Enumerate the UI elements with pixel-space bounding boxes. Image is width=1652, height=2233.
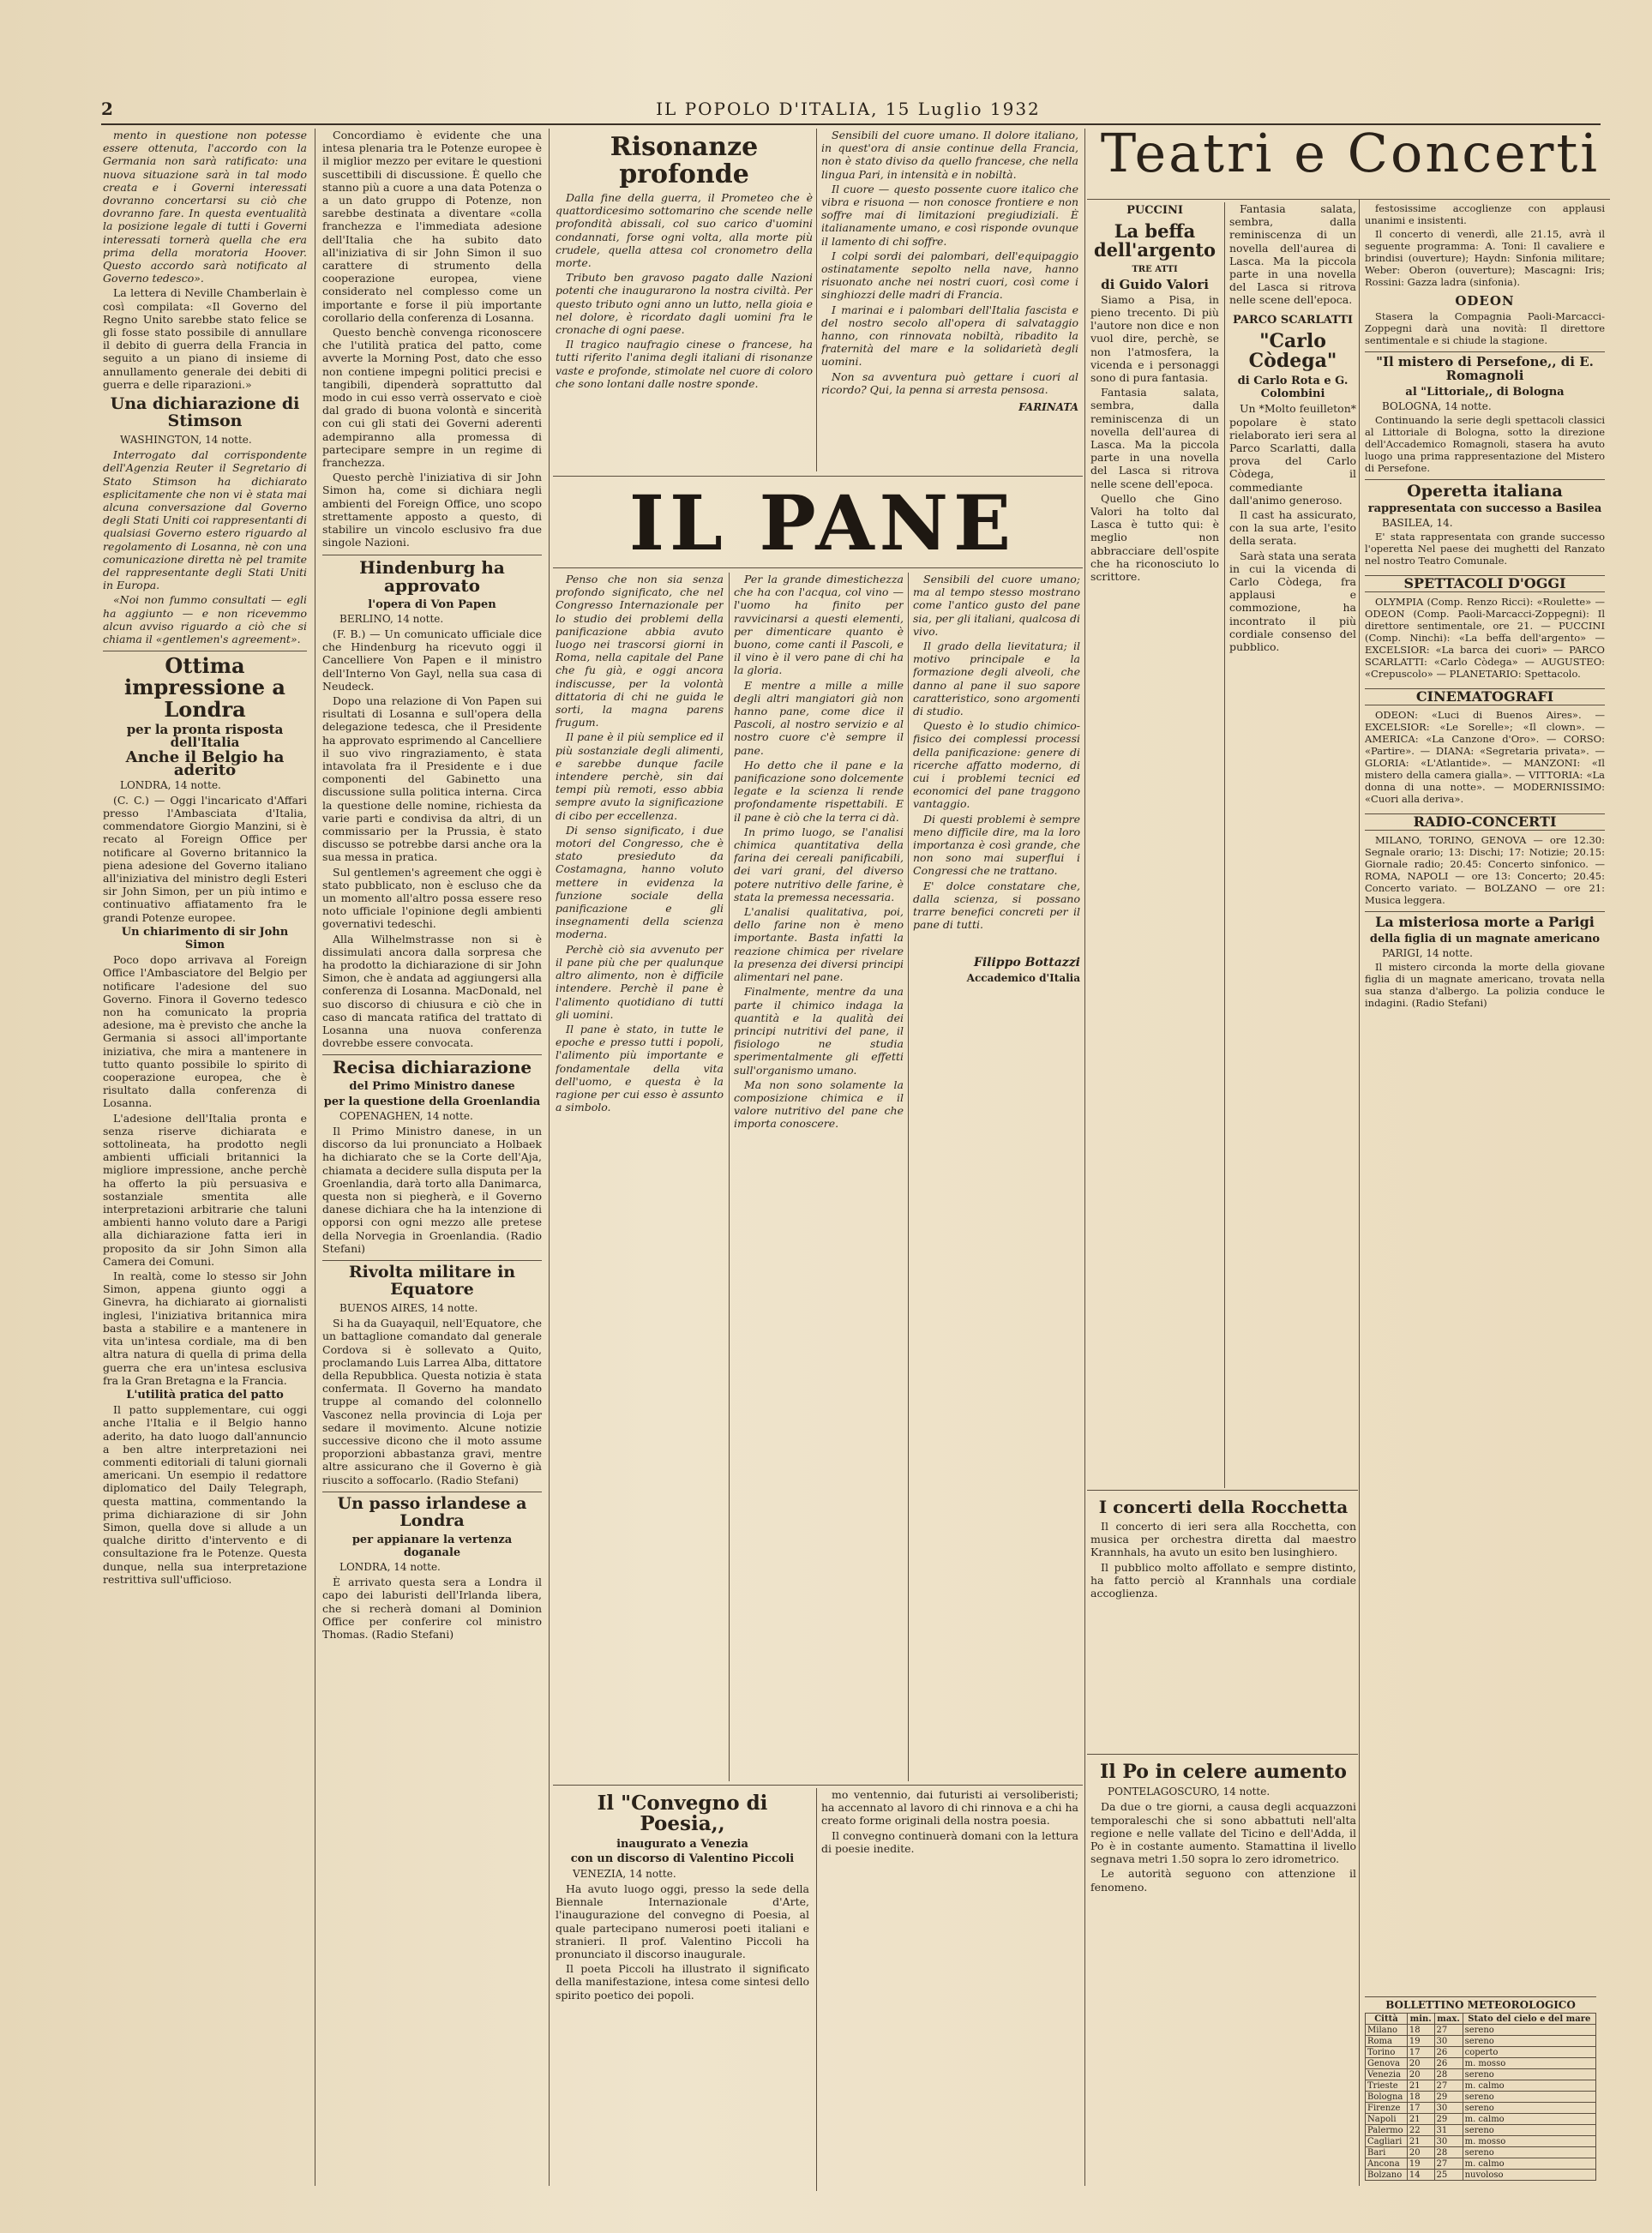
headline-londra: Ottima impressione a Londra xyxy=(103,651,307,720)
author-name: FARINATA xyxy=(1018,401,1078,414)
dateline: BOLOGNA, 14 notte. xyxy=(1382,399,1492,412)
separator xyxy=(1087,1754,1358,1755)
article-paragraph: Il tragico naufragio cinese o francese, ha tutti riferito l'anima degli italiani di risonanze vaste e profonde, stimolate nel cuore di coloro che sono lontani dalle nostre sponde. xyxy=(556,338,813,390)
column-rule xyxy=(1359,199,1360,2186)
dateline: LONDRA, 14 notte. xyxy=(120,778,221,791)
article-paragraph: Fantasia salata, sembra, dalla reminiscenza di un novella dell'aurea di Lasca. Ma la piccola parte in una novella del Lasca si ritrova nelle scene dell'epoca. xyxy=(1229,202,1356,307)
subheadline: della figlia di un magnate americano xyxy=(1369,933,1601,946)
weather-cell: sereno xyxy=(1463,2025,1595,2036)
headline-risonanze: Risonanze profonde xyxy=(610,132,759,189)
article-paragraph: Di questi problemi è sempre meno difficile dire, ma la loro importanza è così grande, che non sono mai superflui i Congressi che ne trattano. xyxy=(913,812,1080,878)
column-rule xyxy=(729,573,730,1781)
weather-cell: m. calmo xyxy=(1463,2080,1595,2092)
weather-cell: sereno xyxy=(1463,2092,1595,2103)
weather-cell: 18 xyxy=(1407,2025,1434,2036)
pane-column-1 xyxy=(556,573,724,1781)
weather-cell: sereno xyxy=(1463,2036,1595,2047)
weather-cell: 30 xyxy=(1434,2136,1463,2147)
weather-cell: 21 xyxy=(1407,2080,1434,2092)
article-paragraph: Alla Wilhelmstrasse non si è dissimulati ancora dalla sorpresa che ha prodotto la dichiarazione di sir John Simon, che è andata ad aggiungersi alla conferenza di Losanna. MacDonald, nel suo discorso di chiusura e ciò che in caso di mancata ratifica del trattato di Losanna una nuova conferenza dovrebbe essere convocata. xyxy=(322,932,542,1050)
weather-cell: Venezia xyxy=(1366,2069,1408,2080)
weather-cell: m. mosso xyxy=(1463,2058,1595,2069)
weather-cell: Napoli xyxy=(1366,2114,1408,2125)
column-rule xyxy=(549,129,550,2186)
rocchetta-article xyxy=(1090,1493,1356,1750)
headline-codega: "Carlo Còdega" xyxy=(1248,329,1337,372)
weather-cell: 29 xyxy=(1434,2114,1463,2125)
separator xyxy=(553,1785,1083,1786)
article-paragraph: Poco dopo arrivava al Foreign Office l'Ambasciatore del Belgio per notificare l'adesione del suo Governo. Finora il Governo tedesco non ha comunicato la propria adesione, ma è previsto che anche la Germania si associ all'importante iniziativa, che mira a mantenere in tutto quanto possibile lo spirito di cooperazione europea, che è risultato dalla conferenza di Losanna. xyxy=(103,953,307,1110)
weather-cell: 17 xyxy=(1407,2103,1434,2114)
article-paragraph: Continuando la serie degli spettacoli classici al Littoriale di Bologna, sotto la direzione dell'Accademico Romagnoli, stasera ha avuto luogo una prima rappresentazione del Mistero di Persefone. xyxy=(1365,413,1605,474)
weather-cell: Firenze xyxy=(1366,2103,1408,2114)
article-paragraph: Questo benchè convenga riconoscere che l'utilità pratica del patto, come avverte la Morning Post, dato che esso non contiene impegni politici precisi e tangibili, dipenderà soprattutto dal modo in cui esso verrà osservato e cioè dal grado di buona volontà e sincerità con cui gli stati dei Governi aderenti adempiranno alla promessa di partecipare sempre in un regime di franchezza. xyxy=(322,326,542,470)
article-paragraph: Tributo ben gravoso pagato dalle Nazioni potenti che inaugurarono la nostra civiltà. Per questo tributo ogni anno un lutto, nella gioia e nel dolore, è ricordato dagli uomini fra le cronache di ogni paese. xyxy=(556,271,813,337)
separator xyxy=(1087,1490,1358,1491)
weather-cell: Palermo xyxy=(1366,2125,1408,2136)
subheadline: per la pronta risposta dell'Italia xyxy=(126,721,284,750)
subheadline: Un chiarimento di sir John Simon xyxy=(121,925,289,951)
weather-cell: 20 xyxy=(1407,2058,1434,2069)
section-radio: RADIO-CONCERTI xyxy=(1365,813,1605,831)
article-paragraph: Stasera la Compagnia Paoli-Marcacci-Zoppegni darà una novità: Il direttore sentimentale e si chiude la stagione. xyxy=(1365,310,1605,346)
weather-cell: Bari xyxy=(1366,2147,1408,2158)
weather-cell: 20 xyxy=(1407,2069,1434,2080)
article-paragraph: Penso che non sia senza profondo significato, che nel Congresso Internazionale per lo studio dei problemi della panificazione abbia avuto luogo nei trascorsi giorni in Roma, nella capitale del Pane che fu già, e oggi ancora indiscusse, per la volontà dittatoria di chi ne guida le sorti, la magna parens frugum. xyxy=(556,573,724,729)
headline-poesia: Il "Convegno di Poesia,, xyxy=(597,1792,768,1836)
weather-row xyxy=(1366,2047,1596,2058)
dateline: WASHINGTON, 14 notte. xyxy=(120,433,252,446)
section-spettacoli: SPETTACOLI D'OGGI xyxy=(1365,575,1605,592)
weather-row xyxy=(1366,2036,1596,2047)
dateline: PARIGI, 14 notte. xyxy=(1382,947,1473,960)
article-paragraph: Il pane è stato, in tutte le epoche e presso tutti i popoli, l'alimento più importante e fondamentale della vita dell'uomo, e questa è la ragione per cui esso è assunto a simbolo. xyxy=(556,1022,724,1114)
separator xyxy=(1087,199,1610,200)
article-paragraph: L'analisi qualitativa, poi, dello farine non è meno importante. Basta infatti la reazione chimica per rivelare la presenza dei diversi principi alimentari nel pane. xyxy=(734,905,904,984)
article-paragraph: Di senso significato, i due motori del Congresso, che è stato presieduto da Costamagna, hanno voluto mettere in evidenza la funzione sociale della panificazione e gli insegnamenti della scienza moderna. xyxy=(556,823,724,941)
weather-cell: 20 xyxy=(1407,2147,1434,2158)
subheadline: con un discorso di Valentino Piccoli xyxy=(570,1852,795,1866)
article-paragraph: Quello che Gino Valori ha tolto dal Lasca è tutto qui: è meglio non abbracciare dell'ospite che ha riconosciuto lo scrittore. xyxy=(1090,491,1219,583)
article-paragraph: Il pane è il più semplice ed il più sostanziale degli alimenti, e sarebbe dunque facile intendere perchè, sin dai tempi più remoti, esso abbia sempre avuto la significazione di cibo per eccellenza. xyxy=(556,730,724,822)
subheadline: per la questione della Groenlandia xyxy=(323,1095,541,1108)
weather-cell: 31 xyxy=(1434,2125,1463,2136)
pane-column-3 xyxy=(913,573,1080,1781)
weather-cell: Bologna xyxy=(1366,2092,1408,2103)
article-paragraph: (F. B.) — Un comunicato ufficiale dice che Hindenburg ha ricevuto oggi il Cancelliere Von Papen e il ministro dell'Interno Von Gayl, nella sua casa di Neudeck. xyxy=(322,627,542,693)
page-number: 2 xyxy=(101,99,113,119)
weather-cell: 22 xyxy=(1407,2125,1434,2136)
poesia-article-cont xyxy=(821,1788,1078,2191)
article-paragraph: Il Primo Ministro danese, in un discorso da lui pronunciato a Holbaek ha dichiarato che se la Corte dell'Aja, chiamata a decidere sulla disputa per la Groenlandia, darà torto alla Danimarca, questa non si piegherà, e il Governo danese dichiara che ha la intenzione di opporsi con ogni mezzo alle pretese della Norvegia in Groenlandia. (Radio Stefani) xyxy=(322,1125,542,1255)
weather-cell: 28 xyxy=(1434,2069,1463,2080)
weather-cell: 30 xyxy=(1434,2103,1463,2114)
weather-row xyxy=(1366,2058,1596,2069)
weather-cell: Cagliari xyxy=(1366,2136,1408,2147)
article-paragraph: «Noi non fummo consultati — egli ha aggiunto — e non ricevemmo alcun avviso riguardo a ciò che si chiama il «gentlemen's agreement». xyxy=(103,593,307,645)
weather-cell: Roma xyxy=(1366,2036,1408,2047)
article-paragraph: Fantasia salata, sembra, dalla reminiscenza di un novella dell'aurea di Lasca. Ma la piccola parte in una novella del Lasca si ritrova nelle scene dell'epoca. xyxy=(1090,386,1219,490)
article-paragraph: E mentre a mille a mille degli altri mangiatori già non hanno pane, come dice il Pascoli, al nostro servizio e al nostro cuore c'è sempre il pane. xyxy=(734,678,904,757)
column-rule xyxy=(1084,129,1085,2186)
article-paragraph: Interrogato dal corrispondente dell'Agenzia Reuter il Segretario di Stato Stimson ha dichiarato esplicitamente che non vi è stata mai alcuna conversazione dal Governo degli Stati Uniti coi rappresentanti di qualsiasi Governo estero riguardo al regolamento di Losanna, nè con una comunicazione diretta nè pel tramite del rappresentante degli Stati Uniti in Europa. xyxy=(103,448,307,592)
article-paragraph: La lettera di Neville Chamberlain è così compilata: «Il Governo del Regno Unito sarebbe stato felice se gli fosse stato possibile di annullare il debito di guerra della Francia in seguito a un piano di insieme di annullamento generale dei debiti di guerra e delle riparazioni.» xyxy=(103,286,307,391)
section-teatri-concerti: Teatri e Concerti xyxy=(1100,122,1601,184)
weather-cell: sereno xyxy=(1463,2069,1595,2080)
weather-cell: 19 xyxy=(1407,2036,1434,2047)
page-header xyxy=(101,94,1601,125)
risonanze-article-cont xyxy=(821,129,1078,471)
article-paragraph: Il mistero circonda la morte della giovane figlia di un magnate americano, trovata nella sua stanza d'albergo. La polizia conduce le indagini. (Radio Stefani) xyxy=(1365,961,1605,1010)
article-paragraph: Il concerto di venerdì, alle 21.15, avrà il seguente programma: A. Toni: Il cavaliere e brindisi (ouverture); Haydn: Sinfonia militare; Weber: Oberon (ouverture); Mascagni: Iris; Rossini: Gazza ladra (sinfonia). xyxy=(1365,228,1605,288)
headline-recisa: Recisa dichiarazione xyxy=(322,1054,542,1077)
weather-cell: coperto xyxy=(1463,2047,1595,2058)
article-paragraph: Ho detto che il pane e la panificazione sono dolcemente legate e la scienza li rende profondamente rispettabili. E il pane è ciò che la terra ci dà. xyxy=(734,758,904,824)
weather-cell: Torino xyxy=(1366,2047,1408,2058)
dateline: BERLINO, 14 notte. xyxy=(339,612,444,625)
theatre-name: ODEON xyxy=(1455,293,1515,309)
listing-paragraph: MILANO, TORINO, GENOVA — ore 12.30: Segnale orario; 13: Dischi; 17: Notizie; 20.15: Giornale radio; 20.45: Concerto sinfonico. — ROMA, NAPOLI — ore 13: Concerto; 20.45: Concerto variato. — BOLZANO — ore 21: Musica leggera. xyxy=(1365,834,1605,907)
weather-cell: 25 xyxy=(1434,2170,1463,2181)
weather-cell: Genova xyxy=(1366,2058,1408,2069)
article-paragraph: Il cast ha assicurato, con la sua arte, l'esito della serata. xyxy=(1229,508,1356,548)
weather-cell: Milano xyxy=(1366,2025,1408,2036)
weather-cell: 21 xyxy=(1407,2114,1434,2125)
article-paragraph: (C. C.) — Oggi l'incaricato d'Affari presso l'Ambasciata d'Italia, commendatore Giorgio Manzini, si è recato al Foreign Office per notificare al Governo britannico la piena adesione del Governo italiano all'iniziativa del ministro degli Esteri sir John Simon, per un più intimo e continuativo affiatamento fra le grandi Potenze europee. xyxy=(103,793,307,924)
dateline: COPENAGHEN, 14 notte. xyxy=(339,1109,473,1122)
article-paragraph: Perchè ciò sia avvenuto per il pane più che per qualunque altro alimento, non è difficile intendere. Perchè il pane è l'alimento quotidiano di tutti gli uomini. xyxy=(556,942,724,1021)
dateline: LONDRA, 14 notte. xyxy=(339,1561,441,1574)
headline-rivolta: Rivolta militare in Equatore xyxy=(322,1260,542,1299)
article-paragraph: Il convegno continuerà domani con la lettura di poesie inedite. xyxy=(821,1828,1078,1855)
headline-il-pane: IL PANE xyxy=(628,478,1017,567)
article-paragraph: Ma non sono solamente la composizione chimica e il valore nutritivo del pane che importa conoscere. xyxy=(734,1077,904,1131)
masthead: IL POPOLO D'ITALIA, 15 Luglio 1932 xyxy=(656,99,1041,119)
subheadline: di Carlo Rota e G. Colombini xyxy=(1237,375,1349,401)
article-paragraph: Da due o tre giorni, a causa degli acquazzoni temporaleschi che si sono abbattuti nell'alta regione e nelle vallate del Ticino e dell'Adda, il Po è in costante aumento. Stamattina il livello segnava metri 1.50 sopra lo zero idrometrico. xyxy=(1090,1800,1356,1866)
weather-cell: 14 xyxy=(1407,2170,1434,2181)
article-paragraph: mento in questione non potesse essere ottenuta, l'accordo con la Germania non sarà ratificato: una nuova situazione sarà in tal modo creata e i Governi interessati dovranno concertarsi su ciò che dovranno fare. In questa eventualità la posizione legale di tutti i Governi interessati tornerà quella che era prima della moratoria Hoover. Questo accordo sarà notificato al Governo tedesco». xyxy=(103,129,307,285)
author-title: Accademico d'Italia xyxy=(966,971,1080,984)
weather-row xyxy=(1366,2147,1596,2158)
weather-cell: m. mosso xyxy=(1463,2136,1595,2147)
article-paragraph: Il grado della lievitatura; il motivo principale e la formazione degli alveoli, che danno al pane il suo sapore caratteristico, sono argomenti di studio. xyxy=(913,639,1080,718)
separator xyxy=(553,567,1083,568)
subheadline: Anche il Belgio ha aderito xyxy=(125,748,285,780)
weather-cell: nuvoloso xyxy=(1463,2170,1595,2181)
article-paragraph: Il concerto di ieri sera alla Rocchetta, con musica per orchestra diretta dal maestro Krannhals, ha avuto un esito ben lusinghiero. xyxy=(1090,1520,1356,1559)
article-paragraph: Il cuore — questo possente cuore italico che vibra e risuona — non conosce frontiere e non soffre mai di limitazioni pregiudiziali. È italianamente umano, e così risponde ovunque il lamento di chi soffre. xyxy=(821,182,1078,248)
article-paragraph: L'adesione dell'Italia pronta e senza riserve dichiarata e sottolineata, ha prodotto negli ambienti ufficiali britannici la migliore impressione, anche perchè ha offerto la più persuasiva e sostanziale smentita alle interpretazioni arbitrarie che taluni ambienti hanno voluto dare a Parigi alla dichiarazione fatta ieri in proposito da sir John Simon alla Camera dei Comuni. xyxy=(103,1111,307,1268)
weather-cell: m. calmo xyxy=(1463,2114,1595,2125)
theatre-name: PUCCINI xyxy=(1126,204,1183,217)
article-paragraph: Le autorità seguono con attenzione il fenomeno. xyxy=(1090,1867,1356,1894)
weather-cell: 26 xyxy=(1434,2047,1463,2058)
author-name: Filippo Bottazzi xyxy=(973,956,1080,970)
weather-cell: 27 xyxy=(1434,2080,1463,2092)
article-paragraph: E' dolce constatare che, dalla scienza, si possano trarre benefici concreti per il pane di tutti. xyxy=(913,879,1080,932)
headline-beffa: La beffa dell'argento xyxy=(1093,220,1216,261)
weather-row xyxy=(1366,2125,1596,2136)
article-paragraph: Si ha da Guayaquil, nell'Equatore, che un battaglione comandato dal generale Cordova si è sollevato a Quito, proclamando Luis Larrea Alba, dittatore della Repubblica. Questa notizia è stata confermata. Il Governo ha mandato truppe al comando del colonnello Vasconez nella provincia di Loja per sedare il movimento. Alcune notizie successive dicono che il moto assume proporzioni abbastanza gravi, mentre altre assicurano che il Governo è già riuscito a soffocarlo. (Radio Stefani) xyxy=(322,1317,542,1486)
column-rule xyxy=(908,573,909,1781)
teatri-column-2 xyxy=(1229,202,1356,1488)
headline-mistero: "Il mistero di Persefone,, di E. Romagnoli xyxy=(1365,351,1605,383)
column-rule xyxy=(1224,202,1225,1488)
column-rule xyxy=(816,1788,817,2191)
article-paragraph: I colpi sordi dei palombari, dell'equipaggio ostinatamente sepolto nella nave, hanno risuonato anche nei nostri cuori, così come i singhiozzi delle madri di Francia. xyxy=(821,249,1078,302)
listing-paragraph: ODEON: «Luci di Buenos Aires». — EXCELSIOR: «Le Sorelle»; «Il clown». — AMERICA: «La Canzone d'Oro». — CORSO: «Partire». — DIANA: «Segretaria privata». — GLORIA: «L'Atlantide». — MANZONI: «Il mistero della camera gialla». — VITTORIA: «La donna di una notte». — MODERNISSIMO: «Cuori alla deriva». xyxy=(1365,709,1605,806)
article-paragraph: E' stata rappresentata con grande successo l'operetta Nel paese dei mughetti del Ranzato nel nostro Teatro Comunale. xyxy=(1365,531,1605,567)
weather-cell: 27 xyxy=(1434,2158,1463,2170)
weather-header-cell: Stato del cielo e del mare xyxy=(1463,2014,1595,2025)
weather-cell: 19 xyxy=(1407,2158,1434,2170)
weather-title: BOLLETTINO METEOROLOGICO xyxy=(1365,1996,1596,2011)
subheadline: al "Littoriale,, di Bologna xyxy=(1405,385,1565,399)
po-article xyxy=(1090,1757,1356,2186)
weather-header-cell: max. xyxy=(1434,2014,1463,2025)
headline-rocchetta: I concerti della Rocchetta xyxy=(1098,1497,1349,1517)
weather-cell: m. calmo xyxy=(1463,2158,1595,2170)
dateline: BUENOS AIRES, 14 notte. xyxy=(339,1301,478,1314)
weather-bulletin xyxy=(1365,1995,1596,2183)
weather-row xyxy=(1366,2092,1596,2103)
weather-table-body xyxy=(1366,2025,1596,2181)
teatri-column-3 xyxy=(1365,202,1605,1990)
article-paragraph: I marinai e i palombari dell'Italia fascista e del nostro secolo all'opera di salvataggio hanno, con rinnovata nobiltà, ribadito la fraternità del mare e la solidarietà degli uomini. xyxy=(821,303,1078,369)
poesia-article xyxy=(556,1788,809,2191)
weather-row xyxy=(1366,2114,1596,2125)
weather-cell: sereno xyxy=(1463,2103,1595,2114)
subheadline: TRE ATTI xyxy=(1132,265,1178,275)
weather-row xyxy=(1366,2025,1596,2036)
subheadline: l'opera di Von Papen xyxy=(368,597,496,611)
weather-cell: sereno xyxy=(1463,2125,1595,2136)
article-paragraph: Il patto supplementare, cui oggi anche l'Italia e il Belgio hanno aderito, ha dato luogo dall'annuncio a ben altre interpretazioni nei commenti editoriali di taluni giornali americani. Un esempio il redattore diplomatico del Daily Telegraph, questa mattina, commentando la prima dichiarazione di sir John Simon, quella dove si allude a un qualche diritto d'intervento e di consultazione fra le Potenze. Questa dunque, nella sua interpretazione restrittiva sull'ufficioso. xyxy=(103,1403,307,1586)
article-paragraph: festosissime accoglienze con applausi unanimi e insistenti. xyxy=(1365,202,1605,226)
article-paragraph: Sul gentlemen's agreement che oggi è stato pubblicato, non è escluso che da un momento all'altro possa essere reso noto ufficiale l'opinione degli ambienti governativi tedeschi. xyxy=(322,865,542,931)
article-paragraph: Per la grande dimestichezza che ha con l'acqua, col vino — l'uomo ha finito per ravvicinarsi a questi elementi, per dimenticare quanto è buono, come canti il Pascoli, e il vino è il vero pane di chi ha la gloria. xyxy=(734,573,904,677)
section-cinematografi: CINEMATOGRAFI xyxy=(1365,688,1605,705)
weather-cell: 18 xyxy=(1407,2092,1434,2103)
risonanze-article xyxy=(556,129,813,471)
article-paragraph: Dopo una relazione di Von Papen sui risultati di Losanna e sull'opera della delegazione tedesca, che il Presidente ha approvato esprimendo al Cancelliere il suo vivo ringraziamento, è stata intavolata fra il Presidente e i due componenti del Gabinetto una discussione sulla politica interna. Circa la questione delle nomine, richiesta da varie parti e condivisa da altri, di un commissario per la Prussia, è stato discusso se potrebbe darsi anche ora la sua messa in pratica. xyxy=(322,693,542,864)
headline-parigi: La misteriosa morte a Parigi xyxy=(1365,911,1605,930)
headline-hindenburg: Hindenburg ha approvato xyxy=(322,555,542,595)
column-1 xyxy=(103,129,307,2186)
weather-header-row xyxy=(1366,2014,1596,2025)
weather-cell: 27 xyxy=(1434,2025,1463,2036)
article-paragraph: Sensibili del cuore umano. Il dolore italiano, in quest'ora di ansie continue della Francia, non è stato diviso da quello francese, che nella lingua Pari, in intensità e in nobiltà. xyxy=(821,129,1078,181)
article-paragraph: Finalmente, mentre da una parte il chimico indaga la quantità e la qualità dei principi nutritivi del pane, il fisiologo ne studia sperimentalmente gli effetti sull'organismo umano. xyxy=(734,985,904,1077)
article-paragraph: Dalla fine della guerra, il Prometeo che è quattordicesimo sottomarino che scende nelle profondità abissali, col suo carico d'uomini condannati, forse ogni volta, alla morte più crudele, quella attesa col cronometro della morte. xyxy=(556,191,813,270)
weather-cell: 29 xyxy=(1434,2092,1463,2103)
column-2 xyxy=(322,129,542,2186)
article-paragraph: In realtà, come lo stesso sir John Simon, appena giunto oggi a Ginevra, ha dichiarato ai giornalisti inglesi, l'iniziativa britannica mira basta a stabilire e a mantenere in vita un'intesa cordiale, ma di ben altra natura di quella di prima della guerra che era un'intesa esclusiva fra la Gran Bretagna e la Francia. xyxy=(103,1270,307,1387)
weather-cell: Bolzano xyxy=(1366,2170,1408,2181)
weather-header-cell: min. xyxy=(1407,2014,1434,2025)
article-paragraph: Questo perchè l'iniziativa di sir John Simon ha, come si dichiara negli ambienti del Foreign Office, uno scopo strettamente apposto a questo, di stabilire un vincolo esclusivo fra due singole Nazioni. xyxy=(322,471,542,549)
weather-cell: 17 xyxy=(1407,2047,1434,2058)
weather-cell: 26 xyxy=(1434,2058,1463,2069)
weather-row xyxy=(1366,2136,1596,2147)
weather-cell: Ancona xyxy=(1366,2158,1408,2170)
article-paragraph: Questo è lo studio chimico-fisico dei complessi processi della panificazione: genere di ricerche affatto moderno, di cui i problemi tecnici ed economici del pane traggono vantaggio. xyxy=(913,719,1080,811)
weather-row xyxy=(1366,2158,1596,2170)
column-rule xyxy=(816,129,817,471)
headline-passo: Un passo irlandese a Londra xyxy=(322,1492,542,1530)
subheadline: rappresentata con successo a Basilea xyxy=(1367,502,1602,516)
separator xyxy=(553,476,1083,477)
subheadline: per appianare la vertenza doganale xyxy=(351,1533,513,1559)
article-paragraph: Concordiamo è evidente che una intesa plenaria tra le Potenze europee è il miglior mezzo per evitare le questioni suscettibili di discussione. È quello che stanno più a cuore a una data Potenza o a un dato gruppo di Potenze, non sarebbe destinata a diventare «colla franchezza e l'immediata adesione dell'Italia che ha subito dato all'iniziativa di sir John Simon il suo carattere di strumento della cooperazione europea, viene considerato nel complesso come un importante e forse il più importante corollario della conferenza di Losanna. xyxy=(322,129,542,324)
article-paragraph: Non sa avventura può gettare i cuori al ricordo? Qui, la penna si arresta pensosa. xyxy=(821,369,1078,396)
article-paragraph: In primo luogo, se l'analisi chimica quantitativa della farina dei cereali panificabili, dei vari grani, del diverso potere nutritivo delle farine, è stata la premessa necessaria. xyxy=(734,825,904,903)
subheadline: di Guido Valori xyxy=(1101,276,1209,292)
subheadline: L'utilità pratica del patto xyxy=(126,1388,284,1402)
article-paragraph: mo ventennio, dai futuristi ai versoliberisti; ha accennato al lavoro di chi rinnova e a chi ha creato forme originali della nostra poesia. xyxy=(821,1788,1078,1828)
article-paragraph: Sarà stata una serata in cui la vicenda di Carlo Còdega, fra applausi e commozione, ha incontrato il più cordiale consenso del pubblico. xyxy=(1229,549,1356,654)
article-paragraph: Ha avuto luogo oggi, presso la sede della Biennale Internazionale d'Arte, l'inaugurazione del convegno di Poesia, al quale partecipano numerosi poeti italiani e stranieri. Il prof. Valentino Piccoli ha pronunciato il discorso inaugurale. xyxy=(556,1882,809,1960)
theatre-name: PARCO SCARLATTI xyxy=(1232,313,1354,327)
subheadline: del Primo Ministro danese xyxy=(349,1080,515,1094)
weather-cell: 28 xyxy=(1434,2147,1463,2158)
weather-cell: 30 xyxy=(1434,2036,1463,2047)
headline-po: Il Po in celere aumento xyxy=(1100,1761,1347,1783)
weather-row xyxy=(1366,2170,1596,2181)
weather-row xyxy=(1366,2080,1596,2092)
weather-header-cell: Città xyxy=(1366,2014,1408,2025)
weather-row xyxy=(1366,2069,1596,2080)
article-paragraph: Sensibili del cuore umano; ma al tempo stesso mostrano come l'antico gusto del pane sia, per gli italiani, qualcosa di vivo. xyxy=(913,573,1080,638)
weather-table xyxy=(1365,2013,1596,2181)
dateline: PONTELAGOSCURO, 14 notte. xyxy=(1108,1786,1271,1798)
article-paragraph: È arrivato questa sera a Londra il capo dei laburisti dell'Irlanda libera, che si recherà domani al Dominion Office per conferire col ministro Thomas. (Radio Stefani) xyxy=(322,1576,542,1642)
article-paragraph: Un *Molto feuilleton* popolare è stato rielaborato ieri sera al Parco Scarlatti, dalla prova del Carlo Còdega, il commediante dall'animo generoso. xyxy=(1229,402,1356,507)
dateline: BASILEA, 14. xyxy=(1382,517,1453,530)
weather-cell: sereno xyxy=(1463,2147,1595,2158)
headline-stimson: Una dichiarazione di Stimson xyxy=(110,394,300,430)
listing-paragraph: OLYMPIA (Comp. Renzo Ricci): «Roulette» — ODEON (Comp. Paoli-Marcacci-Zoppegni): Il direttore sentimentale, ore 21. — PUCCINI (Comp. Ninchi): «La beffa dell'argento» — EXCELSIOR: «La barca dei cuori» — PARCO SCARLATTI: «Carlo Còdega» — AUGUSTEO: «Crepuscolo» — PLANETARIO: Spettacolo. xyxy=(1365,596,1605,681)
subheadline: inaugurato a Venezia xyxy=(616,1838,748,1852)
pane-column-2 xyxy=(734,573,904,1781)
weather-cell: Trieste xyxy=(1366,2080,1408,2092)
article-paragraph: Siamo a Pisa, in pieno trecento. Di più l'autore non dice e non vuol dire, perchè, se non l'atmosfera, la vicenda e i personaggi sono di pura fantasia. xyxy=(1090,292,1219,384)
weather-row xyxy=(1366,2103,1596,2114)
headline-operetta: Operetta italiana xyxy=(1365,479,1605,501)
article-paragraph: Il poeta Piccoli ha illustrato il significato della manifestazione, intesa come sintesi dello spirito poetico dei popoli. xyxy=(556,1962,809,2002)
article-paragraph: Il pubblico molto affollato e sempre distinto, ha fatto perciò al Krannhals una cordiale accoglienza. xyxy=(1090,1560,1356,1600)
dateline: VENEZIA, 14 notte. xyxy=(573,1867,676,1880)
weather-cell: 21 xyxy=(1407,2136,1434,2147)
